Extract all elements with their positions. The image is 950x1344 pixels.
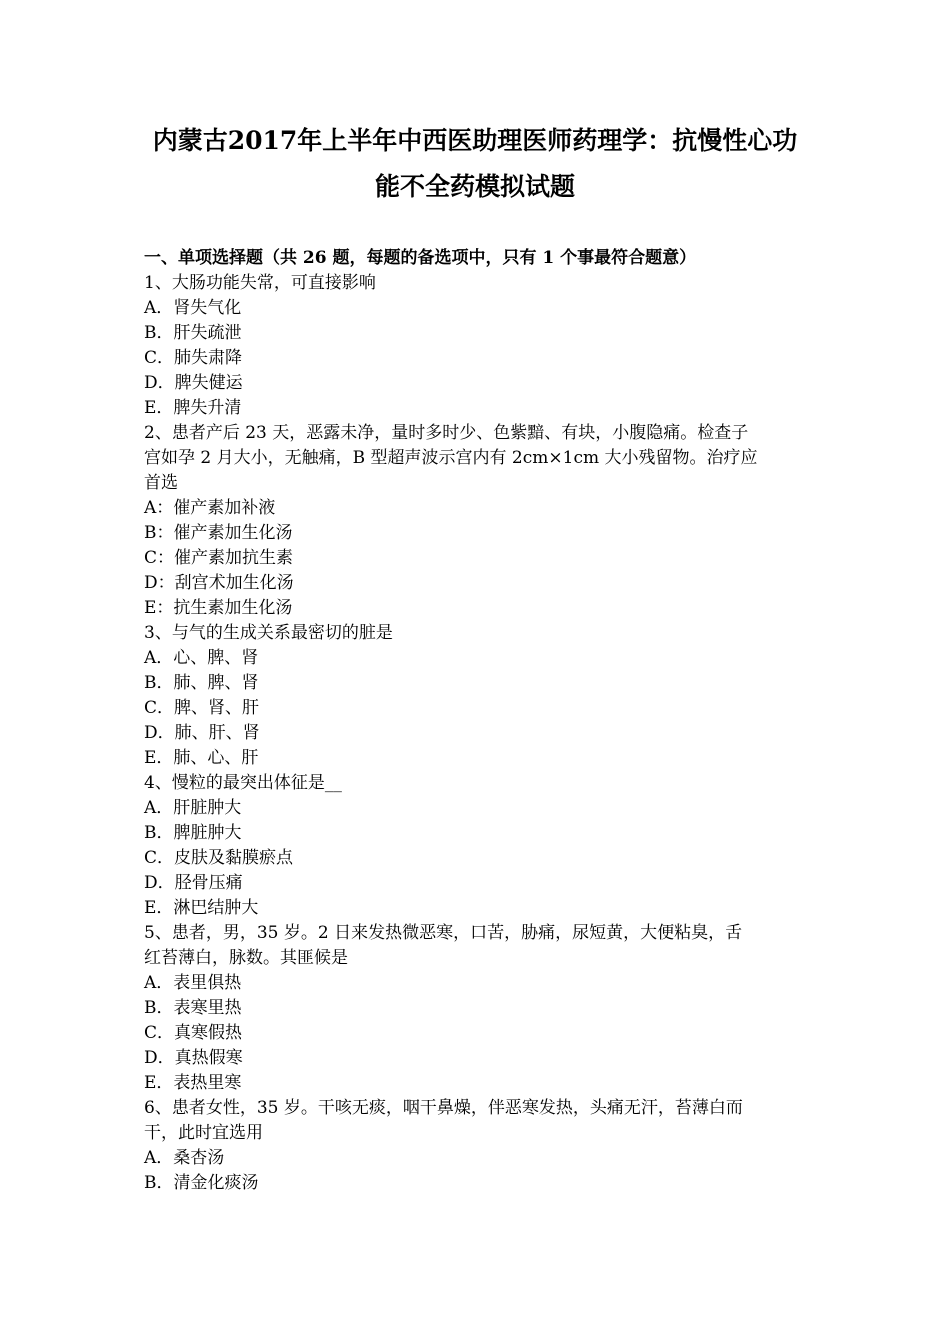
question-stem-line: 3、与气的生成关系最密切的脏是 xyxy=(144,623,393,643)
question-3 xyxy=(144,621,824,771)
question-stem-line: 6、患者女性，35 岁。干咳无痰，咽干鼻燥，伴恶寒发热，头痛无汗，苔薄白而 xyxy=(144,1098,743,1118)
question-stem-line: 2、患者产后 23 天，恶露未净，量时多时少、色紫黯、有块，小腹隐痛。检查子 xyxy=(144,423,749,443)
answer-option: A．桑杏汤 xyxy=(144,1148,225,1168)
answer-option: D．肺、肝、肾 xyxy=(144,723,260,743)
question-stem-line: 红苔薄白，脉数。其匪候是 xyxy=(144,948,348,968)
answer-option: D．脾失健运 xyxy=(144,373,243,393)
answer-option: D．真热假寒 xyxy=(144,1048,243,1068)
question-stem-line: 4、慢粒的最突出体征是__ xyxy=(144,773,342,793)
document-title xyxy=(120,118,830,210)
answer-option: C．脾、肾、肝 xyxy=(144,698,260,718)
document-body xyxy=(144,246,824,1196)
question-5 xyxy=(144,921,824,1096)
answer-option: A．表里俱热 xyxy=(144,973,242,993)
answer-option: C．皮肤及黏膜瘀点 xyxy=(144,848,294,868)
answer-option: B．脾脏肿大 xyxy=(144,823,242,843)
answer-option: C．真寒假热 xyxy=(144,1023,243,1043)
title-line-1: 内蒙古2017年上半年中西医助理医师药理学：抗慢性心功 xyxy=(152,126,798,155)
title-line-2: 能不全药模拟试题 xyxy=(374,172,575,201)
answer-option: C：催产素加抗生素 xyxy=(144,548,294,568)
question-stem-line: 宫如孕 2 月大小，无触痛，B 型超声波示宫内有 2cm×1cm 大小残留物。治疗应 xyxy=(144,448,758,468)
answer-option: E：抗生素加生化汤 xyxy=(144,598,293,618)
answer-option: A：催产素加补液 xyxy=(144,498,276,518)
answer-option: B．肝失疏泄 xyxy=(144,323,242,343)
question-stem-line: 5、患者，男，35 岁。2 日来发热微恶寒，口苦，胁痛，尿短黄，大便粘臭，舌 xyxy=(144,923,743,943)
answer-option: D：刮宫术加生化汤 xyxy=(144,573,294,593)
answer-option: E．脾失升清 xyxy=(144,398,242,418)
answer-option: E．肺、心、肝 xyxy=(144,748,259,768)
answer-option: B．肺、脾、肾 xyxy=(144,673,259,693)
question-6 xyxy=(144,1096,824,1196)
answer-option: C．肺失肃降 xyxy=(144,348,243,368)
answer-option: B．表寒里热 xyxy=(144,998,242,1018)
answer-option: A．肾失气化 xyxy=(144,298,242,318)
question-4 xyxy=(144,771,824,921)
answer-option: B．清金化痰汤 xyxy=(144,1173,259,1193)
question-1 xyxy=(144,271,824,421)
question-2 xyxy=(144,421,824,621)
question-stem-line: 1、大肠功能失常，可直接影响 xyxy=(144,273,376,293)
answer-option: D．胫骨压痛 xyxy=(144,873,243,893)
answer-option: E．淋巴结肿大 xyxy=(144,898,259,918)
answer-option: A．肝脏肿大 xyxy=(144,798,242,818)
question-stem-line: 干，此时宜选用 xyxy=(144,1123,263,1143)
answer-option: A．心、脾、肾 xyxy=(144,648,259,668)
question-list xyxy=(144,271,824,1196)
question-stem-line: 首选 xyxy=(144,473,178,493)
answer-option: E．表热里寒 xyxy=(144,1073,242,1093)
answer-option: B：催产素加生化汤 xyxy=(144,523,293,543)
section-heading: 一、单项选择题（共 26 题，每题的备选项中，只有 1 个事最符合题意） xyxy=(144,248,697,268)
